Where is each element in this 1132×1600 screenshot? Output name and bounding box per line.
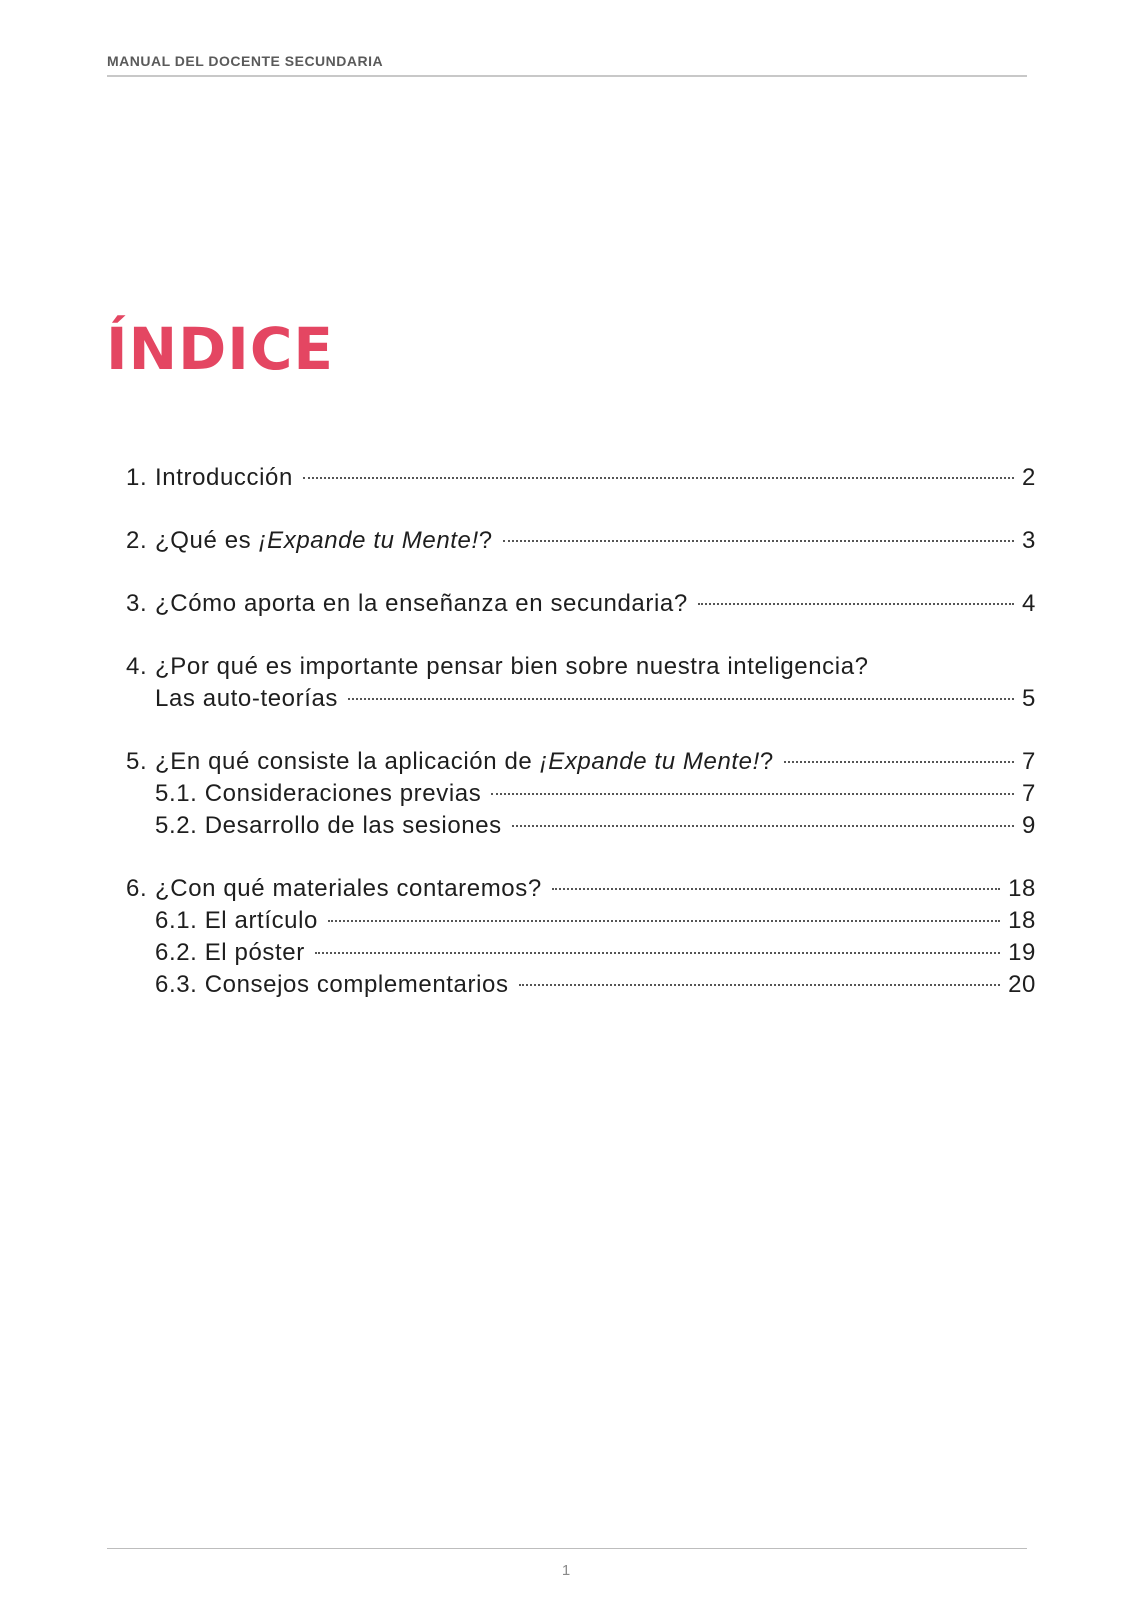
toc-entry-auto-teorias[interactable] [126, 683, 1036, 715]
toc-entry-en-que-consiste[interactable] [126, 746, 1036, 778]
toc-entry-por-que[interactable] [126, 651, 1036, 683]
toc-group-2 [126, 525, 1036, 557]
toc-group-5 [126, 746, 1036, 842]
toc-entry-page: 7 [1022, 780, 1036, 807]
toc-group-3 [126, 588, 1036, 620]
toc-entry-page: 4 [1022, 590, 1036, 617]
page-title: ÍNDICE [106, 315, 335, 383]
toc-entry-label: ¿Con qué materiales contaremos? [155, 875, 542, 902]
toc-entry-que-es[interactable] [126, 525, 1036, 557]
dot-leader [348, 698, 1014, 700]
footer-rule [107, 1548, 1027, 1549]
table-of-contents [126, 462, 1036, 1032]
toc-group-6 [126, 873, 1036, 1001]
label-text: ? [478, 527, 493, 554]
toc-entry-label [155, 746, 774, 778]
toc-entry-number: 2. [126, 527, 148, 554]
toc-entry-poster[interactable] [126, 937, 1036, 969]
toc-entry-number: 6. [126, 875, 148, 902]
toc-entry-page: 7 [1022, 748, 1036, 775]
toc-entry-label: Las auto-teorías [155, 685, 339, 712]
toc-entry-page: 18 [1008, 875, 1036, 902]
toc-group-4 [126, 651, 1036, 715]
dot-leader [491, 793, 1014, 795]
toc-entry-label: 6.3. Consejos complementarios [155, 971, 509, 998]
toc-entry-page: 2 [1022, 464, 1036, 491]
program-name: ¡Expande tu Mente! [539, 748, 760, 775]
label-text: ? [759, 748, 774, 775]
toc-entry-consejos[interactable] [126, 969, 1036, 1001]
toc-entry-articulo[interactable] [126, 905, 1036, 937]
toc-entry-page: 3 [1022, 527, 1036, 554]
dot-leader [698, 603, 1014, 605]
toc-entry-page: 9 [1022, 812, 1036, 839]
dot-leader [512, 825, 1014, 827]
toc-entry-label: 5.1. Consideraciones previas [155, 780, 482, 807]
toc-entry-label: 6.2. El póster [155, 939, 305, 966]
toc-entry-label: Introducción [155, 464, 293, 491]
toc-entry-label: ¿Por qué es importante pensar bien sobre nuestra inteligencia? [155, 653, 869, 680]
dot-leader [784, 761, 1014, 763]
toc-entry-page: 20 [1008, 971, 1036, 998]
dot-leader [328, 920, 1000, 922]
toc-entry-label: 5.2. Desarrollo de las sesiones [155, 812, 502, 839]
toc-entry-page: 18 [1008, 907, 1036, 934]
dot-leader [552, 888, 1000, 890]
dot-leader [303, 477, 1014, 479]
program-name: ¡Expande tu Mente! [258, 527, 479, 554]
header-rule [107, 75, 1027, 77]
toc-entry-label: ¿Cómo aporta en la enseñanza en secundaria? [155, 590, 688, 617]
toc-entry-desarrollo[interactable] [126, 810, 1036, 842]
running-header: MANUAL DEL DOCENTE SECUNDARIA [107, 53, 384, 69]
toc-entry-materiales[interactable] [126, 873, 1036, 905]
toc-entry-page: 5 [1022, 685, 1036, 712]
label-text: ¿En qué consiste la aplicación de [155, 748, 540, 775]
toc-entry-number: 5. [126, 748, 148, 775]
toc-entry-consideraciones[interactable] [126, 778, 1036, 810]
dot-leader [519, 984, 1001, 986]
toc-entry-introduccion[interactable] [126, 462, 1036, 494]
toc-entry-label [155, 525, 493, 557]
toc-group-1 [126, 462, 1036, 494]
toc-entry-number: 4. [126, 653, 148, 680]
toc-entry-label: 6.1. El artículo [155, 907, 319, 934]
toc-entry-como-aporta[interactable] [126, 588, 1036, 620]
dot-leader [503, 540, 1014, 542]
toc-entry-number: 3. [126, 590, 148, 617]
toc-entry-page: 19 [1008, 939, 1036, 966]
page-number: 1 [561, 1562, 571, 1579]
label-text: ¿Qué es [155, 527, 259, 554]
toc-entry-number: 1. [126, 464, 148, 491]
dot-leader [315, 952, 1000, 954]
